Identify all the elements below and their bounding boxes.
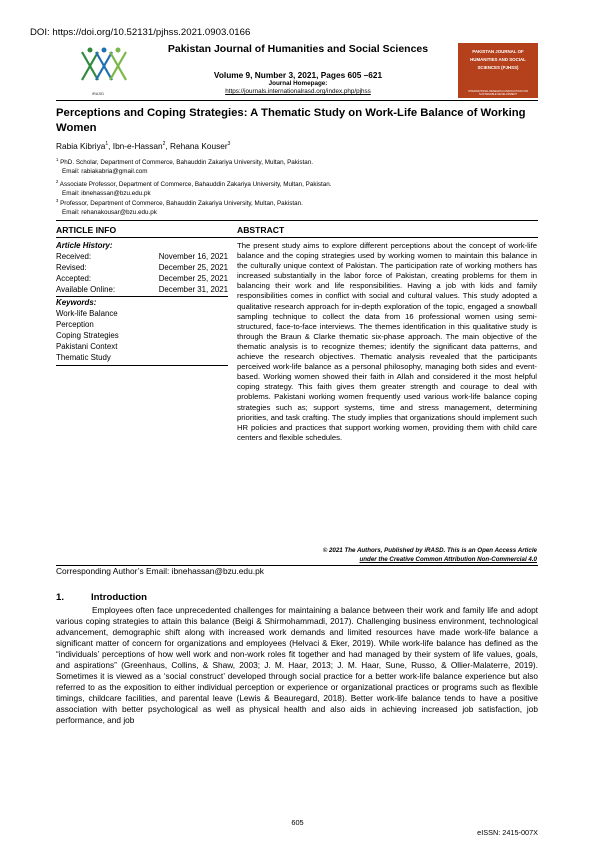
license-line[interactable]: under the Creative Common Attribution Non-Commercial 4.0 [359, 556, 537, 563]
affiliation-superscript: 2 [56, 179, 59, 184]
history-date: December 25, 2021 [158, 274, 228, 283]
eissn: eISSN: 2415-007X [477, 828, 538, 837]
keyword: Coping Strategies [56, 331, 119, 340]
keywords-divider [56, 365, 228, 366]
journal-cover-image [458, 43, 538, 98]
irasd-logo [76, 46, 132, 92]
author-superscript: 2 [162, 141, 166, 148]
history-date: December 25, 2021 [158, 263, 228, 272]
affiliation-email[interactable]: Email: ibnehassan@bzu.edu.pk [62, 189, 151, 197]
affiliation-2 [56, 178, 538, 198]
keyword: Pakistani Context [56, 342, 118, 351]
author-name: Ibn-e-Hassan [112, 141, 163, 151]
header-divider [56, 100, 538, 101]
history-date: November 16, 2021 [158, 252, 228, 261]
author-superscript: 3 [227, 141, 231, 148]
info-divider [56, 296, 228, 297]
introduction-paragraph: Employees often face unprecedented challenges for maintaining a balance between their work and family life and adopt various coping strategies to attain this balance (Beigi & Shirmohammadi, 2017). Challenging business environment, technological advancement, demographic shift along with increased work demands and limited resources have made work-life balance a significant matter of concern for organizations and employees (Helvaci & Eker, 2019). While work-life balance has defined as the “individuals’ perceptions of how well work and non-work roles fit together and had managed by their system of life values, goals, and aspirations” (Greenhaus, Collins, & Shaw, 2003; J. M. Haar, 2013; J. M. Haar, Sune, Russo, & Ollier-Malaterre, 2019). Sometimes it is viewed as a ‘social construct’ developed through social practice for a better work-life balance experience but also referred to as the exposition to either individual perception or experience or organizational practices or programs such as flexible timings, childcare facilities, and parental leave (Lewis & Beauregard, 2018). Better work-life balance tends to have a positive association with better psychological as well as physical health and also aids in achieving increased job satisfaction, job performance, and job [56, 605, 538, 725]
history-label: Received: [56, 252, 92, 261]
author-separator: , [108, 141, 113, 151]
affiliation-3 [56, 197, 538, 217]
heading-divider [56, 237, 538, 238]
history-label: Revised: [56, 263, 87, 272]
article-info-heading: ARTICLE INFO [56, 225, 117, 235]
keyword: Work-life Balance [56, 309, 118, 318]
affiliation-superscript: 3 [56, 198, 59, 203]
affiliation-1 [56, 156, 538, 176]
author-separator: , [165, 141, 170, 151]
keyword: Thematic Study [56, 353, 111, 362]
license-line: © 2021 The Authors, Published by iRASD. This is an Open Access Article [322, 547, 537, 554]
history-label: Accepted: [56, 274, 92, 283]
journal-volume: Volume 9, Number 3, 2021, Pages 605 –621 [213, 70, 383, 80]
section-number: 1. [56, 592, 65, 603]
homepage-label: Journal Homepage: [268, 80, 328, 87]
author-name: Rehana Kouser [169, 141, 228, 151]
homepage-link[interactable]: https://journals.internationalrasd.org/index.php/pjhss [225, 88, 371, 95]
abstract-text: The present study aims to explore different perceptions about the concept of work-life balance and the coping strategies used by working women to maintain this balance in the culturally unique context of Pakistan. The participation rate of working mothers has increased substantially in the labor force of Pakistan, creating problems for them in balancing their work and life responsibilities. Having a job with kids and family responsibilities comes in conflict with social and cultural values. This study adopted a qualitative research approach for in-depth exploration of the topic, engaged a snowball sampling technique to collect the data from 16 professional women using semi-structured, face-to-face interviews. The themes identification in this qualitative study is through the Braun & Clarke thematic six-phase approach. The main objective of the thematic analysis is to recognize themes; identify the significant data patterns, and achieve the research objectives. Thematic analysis revealed that the participants perceived work-life balance as a personal philosophy, managing both sides and event-based. Working women showed their faith in Allah and considered it the most helpful coping strategy. This faith gives them greater strength and courage to deal with problems. Pakistani working women frequently used various work-life balance coping strategies such as; support systems, time and stress management, determining priorities, and task crafting. The study implies that organizations should implement such HR policies and practices that support working women, providing them with child care centers and flexible schedules. [237, 241, 537, 442]
section-title: Introduction [91, 592, 147, 603]
license-note [237, 546, 537, 564]
logo-caption: iRASD [92, 91, 105, 96]
affiliation-text: Associate Professor, Department of Commerce, Bahauddin Zakariya University, Multan, Pakistan. [58, 181, 332, 189]
affiliation-superscript: 1 [56, 157, 59, 162]
page-number: 605 [291, 818, 304, 827]
affiliation-divider [56, 220, 538, 221]
author-list [56, 141, 230, 151]
affiliation-email[interactable]: Email: rehanakousar@bzu.edu.pk [62, 208, 157, 216]
keyword: Perception [56, 320, 94, 329]
keywords-label: Keywords: [56, 298, 97, 307]
cover-title: PAKISTAN JOURNAL OF HUMANITIES AND SOCIAL SCIENCES (PJHSS) [470, 49, 526, 70]
author-superscript: 1 [105, 141, 109, 148]
author-name: Rabia Kibriya [56, 141, 106, 151]
doi-line[interactable]: DOI: https://doi.org/10.52131/pjhss.2021.0903.0166 [30, 27, 251, 38]
affiliation-text: PhD. Scholar, Department of Commerce, Bahauddin Zakariya University, Multan, Pakistan. [58, 159, 314, 167]
journal-title: Pakistan Journal of Humanities and Social Sciences [167, 43, 429, 55]
history-label: Available Online: [56, 285, 116, 294]
article-history-label: Article History: [56, 241, 113, 250]
corresponding-author-email: Corresponding Author’s Email: ibnehassan@bzu.edu.pk [56, 566, 264, 576]
abstract-heading: ABSTRACT [237, 225, 285, 235]
paper-title: Perceptions and Coping Strategies: A Thematic Study on Work-Life Balance of Working Women [56, 107, 526, 134]
affiliation-email[interactable]: Email: rabiakabria@gmail.com [62, 167, 148, 175]
history-date: December 31, 2021 [158, 285, 228, 294]
cover-subtitle: INTERNATIONAL RESEARCH ASSOCIATION FOR SUSTAINABLE DEVELOPMENT [468, 90, 528, 96]
affiliation-text: Professor, Department of Commerce, Bahauddin Zakariya University, Multan, Pakistan. [58, 200, 303, 208]
